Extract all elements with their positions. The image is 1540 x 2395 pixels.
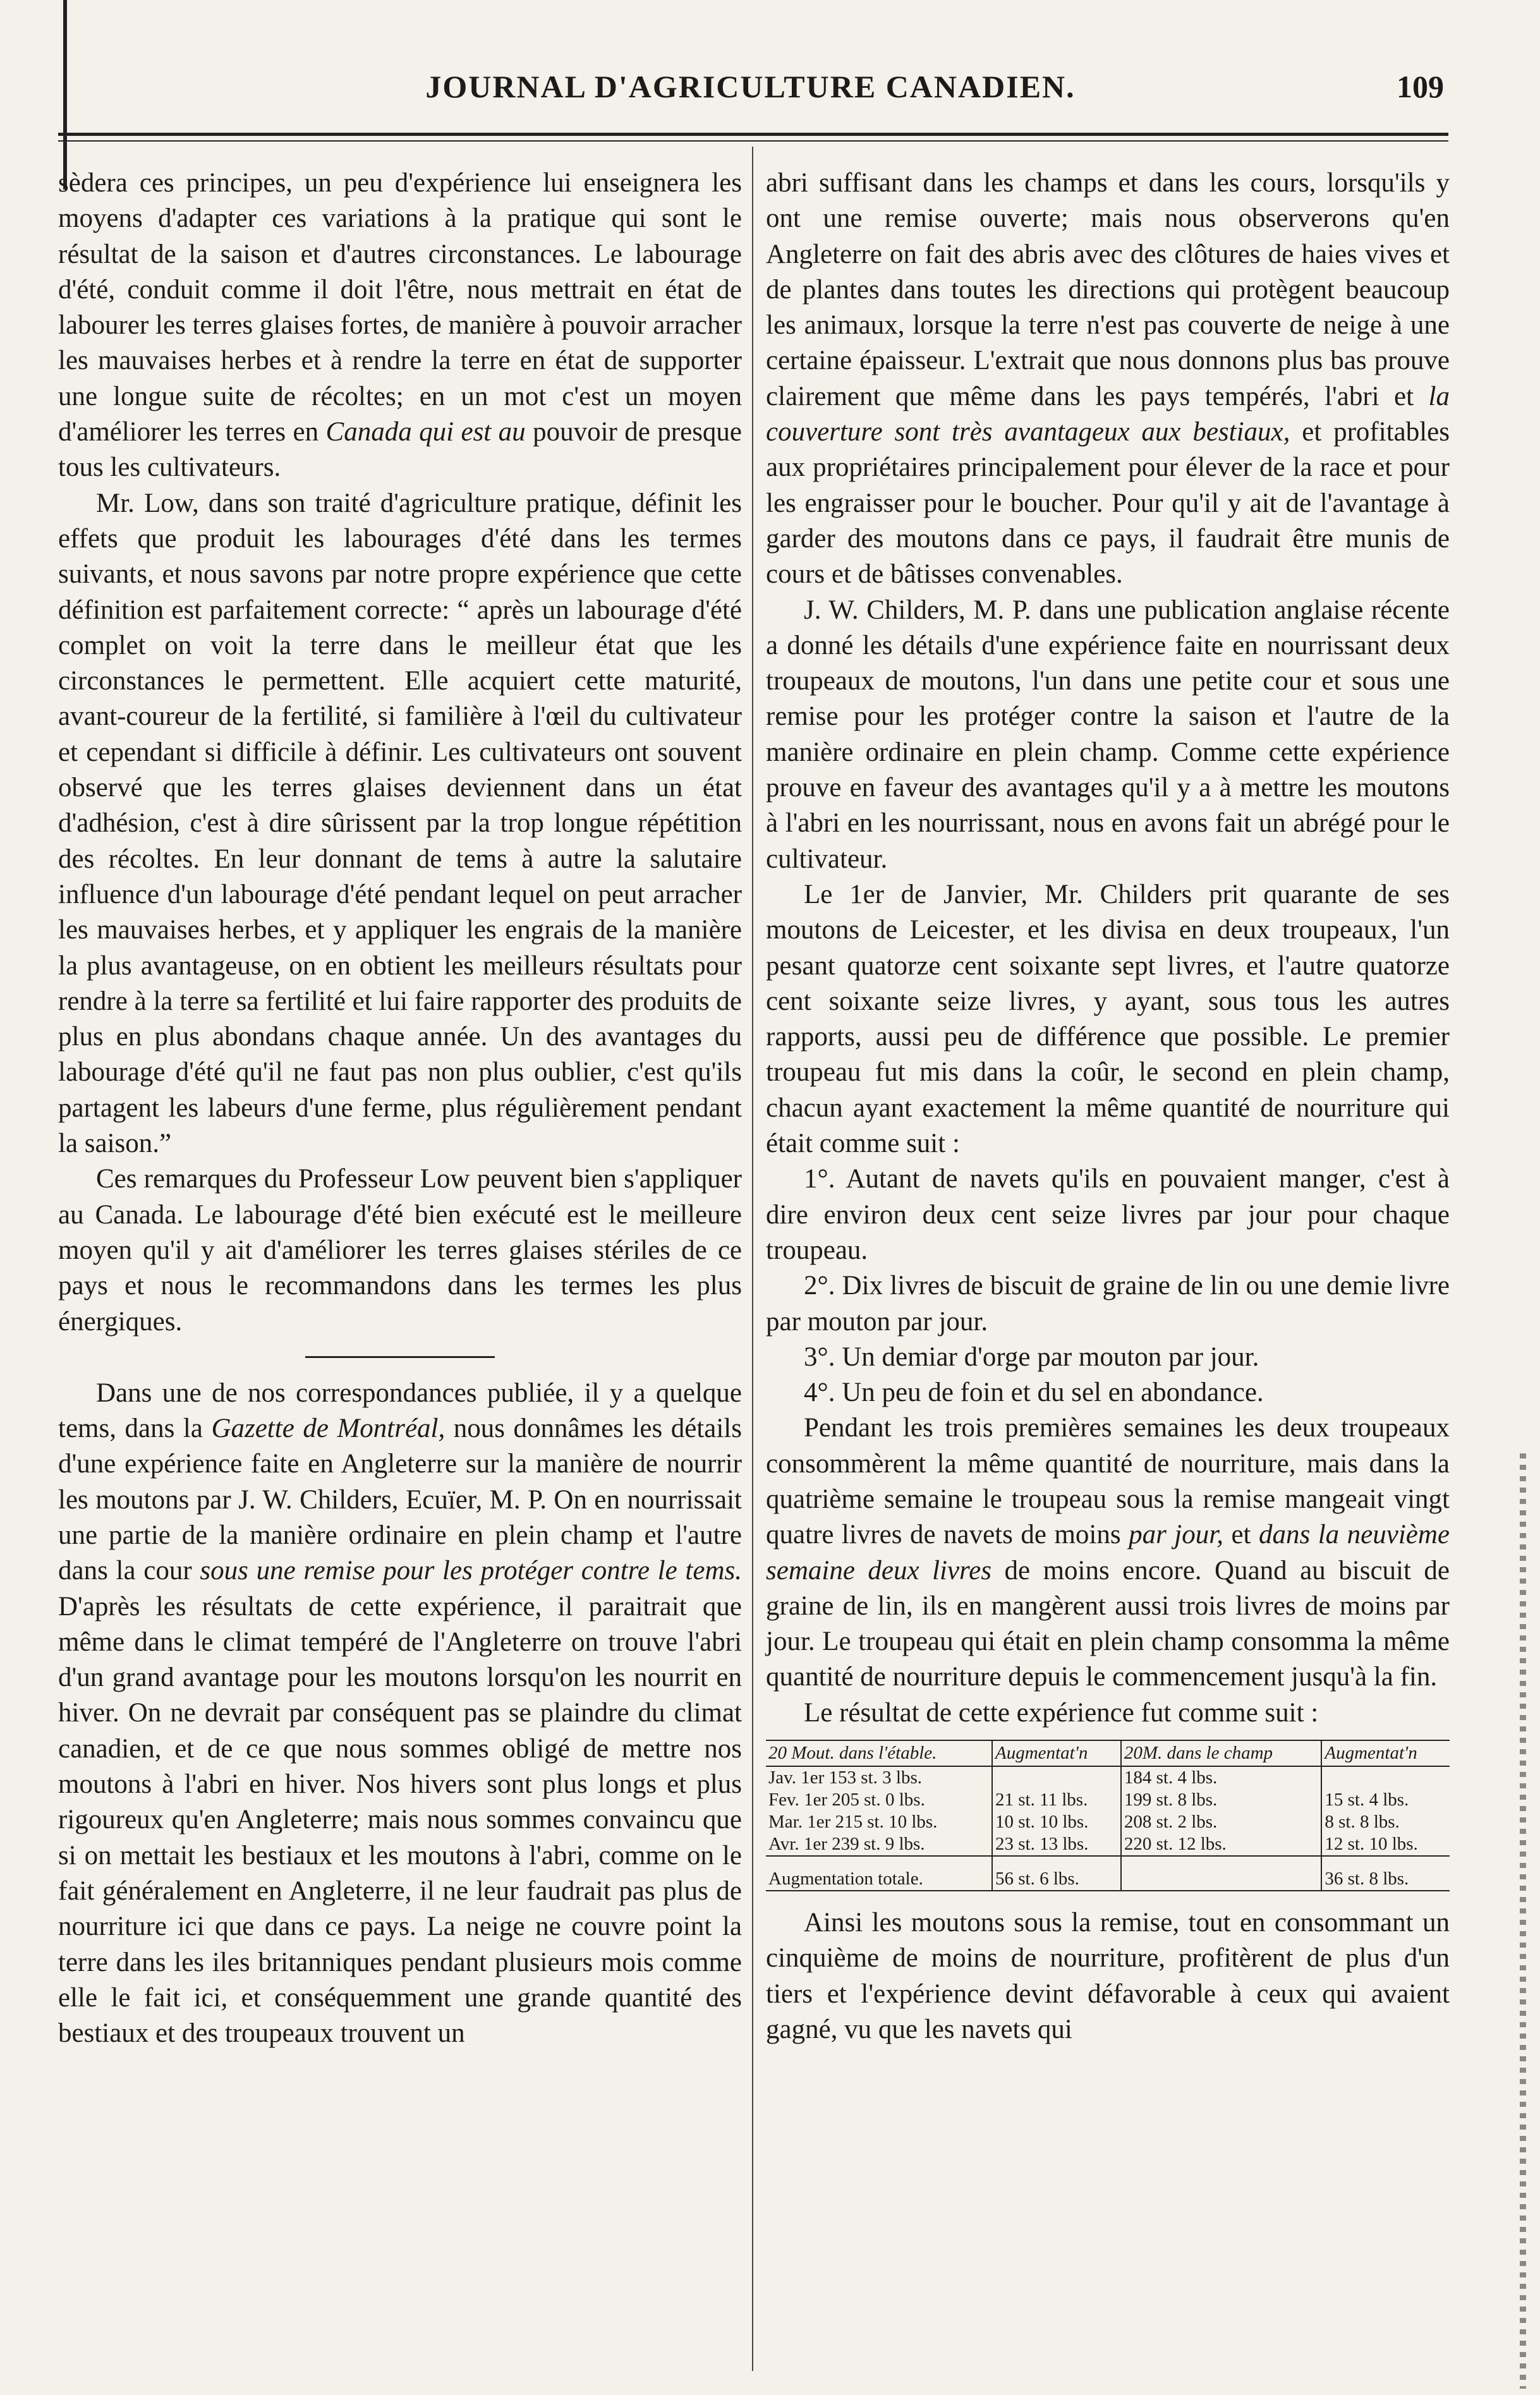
table-cell: Jav. 1er 153 st. 3 lbs. (768, 1767, 922, 1788)
paragraph-text: pouvoir de presque tous les cultivateurs. (58, 417, 743, 483)
table-cell: 10 st. 10 lbs. (992, 1811, 1121, 1833)
table-cell: Augmentation totale. (766, 1856, 992, 1891)
table-cell: 21 st. 11 lbs. (992, 1789, 1121, 1811)
table-cell: 184 st. 4 lbs. (1121, 1766, 1322, 1789)
paragraph: Ainsi les moutons sous la remise, tout en consommant un cinquième de moins de nourriture, profitèrent de plus d'un tiers et l'expérience devint défavorable à ceux qui avaient gagné, vu que les navets qui (766, 1908, 1450, 2044)
table-cell: 56 st. 6 lbs. (992, 1856, 1121, 1891)
paragraph: Le résultat de cette expérience fut comme suit : (804, 1697, 1319, 1728)
table-cell: 220 st. 12 lbs. (1121, 1833, 1322, 1856)
column-header: 20 Mout. dans l'étable. (766, 1740, 992, 1766)
column-header: Augmentat'n (1321, 1740, 1450, 1766)
table-total-row (766, 1856, 1450, 1891)
paragraph-text: sèdera ces principes, un peu d'expérience lui enseignera les moyens d'adapter ces variations à la pratique qui sont le résultat de la saison et d'autres circonstances. Le labourage d'été, conduit comme il doit l'être, nous mettrait en état de labourer les terres glaises fortes, de manière à pouvoir arracher les mauvaises herbes et à rendre la terre en état de supporter une longue suite de récoltes; en un mot c'est un moyen d'améliorer les terres en (58, 168, 742, 447)
header-rule-thin (58, 140, 1448, 142)
page-header (57, 68, 1444, 119)
emphasis-text: dans la neuvième semaine deux livres (766, 1520, 1450, 1586)
table-cell: 208 st. 2 lbs. (1121, 1811, 1322, 1833)
paragraph (766, 1410, 1450, 1695)
paragraph-text: Pendant les trois premières semaines les deux troupeaux consommèrent la même quantité de nourriture, mais dans la quatrième semaine le troupeau sous la remise mangeait vingt quatre livres de navets de moins (766, 1413, 1450, 1550)
table-cell: Fev. 1er 205 st. 0 lbs. (768, 1790, 925, 1810)
column-header: Augmentat'n (992, 1740, 1121, 1766)
results-table (766, 1740, 1450, 1891)
emphasis-text: la couverture sont très avantageux aux bestiaux, (766, 381, 1450, 447)
list-item: 2°. Dix livres de biscuit de graine de lin ou une demie livre par mouton par jour. (766, 1271, 1450, 1337)
table-row (766, 1789, 1450, 1811)
paragraph (58, 1376, 742, 2052)
table-cell (1121, 1856, 1322, 1891)
table-cell: 199 st. 8 lbs. (1121, 1789, 1322, 1811)
paragraph: J. W. Childers, M. P. dans une publication anglaise récente a donné les détails d'une expérience faite en nourrissant deux troupeaux de moutons, l'un dans une petite cour et sous une remise pour les protéger contre la saison et l'autre de la manière ordinaire en plein champ. Comme cette expérience prouve en faveur des avantages qu'il y a à mettre les moutons à l'abri en les nourrissant, nous en avons fait un abrégé pour le cultivateur. (766, 595, 1450, 874)
emphasis-text: Canada qui est au (325, 417, 526, 447)
paragraph: Mr. Low, dans son traité d'agriculture pratique, définit les effets que produit les labourages d'été dans les termes suivants, et nous savons par notre propre expérience que cette définition est parfaitement correcte: “ après un labourage d'été complet on voit la terre dans le meilleur état que les circonstances le permettent. Elle acquiert cette maturité, avant-coureur de la fertilité, si familière à l'œil du cultivateur et cependant si difficile à définir. Les cultivateurs ont souvent observé que les terres glaises deviennent dans un état d'adhésion, c'est à dire sûrissent par la trop longue répétition des récoltes. En leur donnant de tems à autre la salutaire influence d'un labourage d'été pendant lequel on peut arracher les mauvaises herbes, et y appliquer les engrais de la manière la plus avantageuse, on en obtient les meilleurs résultats pour rendre à la terre sa fertilité et lui faire rapporter des produits de plus en plus abondans chaque année. Un des avantages du labourage d'été qu'il ne faut pas non plus oublier, c'est qu'ils partagent les labeurs d'une ferme, plus régulièrement pendant la saison.” (58, 488, 742, 1159)
page-number: 109 (1397, 69, 1444, 104)
table-header-row (766, 1740, 1450, 1766)
emphasis-text: Gazette de Montréal, (211, 1414, 446, 1444)
table-row (766, 1811, 1450, 1833)
paragraph: Le 1er de Janvier, Mr. Childers prit quarante de ses moutons de Leicester, et les divisa en deux troupeaux, l'un pesant quatorze cent soixante sept livres, et l'autre quatorze cent soixante seize livres, y ayant, sous tous les autres rapports, aussi peu de différence que possible. Le premier troupeau fut mis dans la coûr, le second en plein champ, chacun ayant exactement la même quantité de nourriture qui était comme suit : (766, 879, 1450, 1159)
paragraph-text: de moins encore. Quand au biscuit de graine de lin, ils en mangèrent aussi trois livres de moins par jour. Le troupeau qui était en plein champ consomma la même quantité de nourriture depuis le commencement jusqu'à la fin. (766, 1555, 1450, 1692)
table-cell: 12 st. 10 lbs. (1321, 1833, 1450, 1856)
list-item: 4°. Un peu de foin et du sel en abondance. (804, 1378, 1264, 1408)
emphasis-text: par jour, (1129, 1520, 1223, 1550)
paragraph (58, 166, 742, 486)
table-cell: 8 st. 8 lbs. (1321, 1811, 1450, 1833)
table-cell: 36 st. 8 lbs. (1321, 1856, 1450, 1891)
list-item: 3°. Un demiar d'orge par mouton par jour. (804, 1342, 1259, 1372)
journal-title: JOURNAL D'AGRICULTURE CANADIEN. (425, 69, 1076, 104)
paragraph-text: nous donnâmes les détails d'une expérience faite en Angleterre sur la manière de nourrir les moutons par J. W. Childers, Ecuïer, M. P. On en nourrissait une partie de la manière ordinaire en plein champ et l'autre dans la cour (58, 1414, 742, 1586)
table-cell: Avr. 1er 239 st. 9 lbs. (768, 1834, 925, 1855)
paragraph-text: abri suffisant dans les champs et dans les cours, lorsqu'ils y ont une remise ouverte; mais nous observerons qu'en Angleterre on fait des abris avec des clôtures de haies vives et de plantes dans toutes les directions qui protègent beaucoup les animaux, lorsque la terre n'est pas couverte de neige à une certaine épaisseur. L'extrait que nous donnons plus bas prouve clairement que même dans les pays tempérés, l'abri et (766, 168, 1450, 411)
left-column (58, 166, 742, 2051)
table-row (766, 1833, 1450, 1856)
table-cell: 23 st. 13 lbs. (992, 1833, 1121, 1856)
table-cell: 15 st. 4 lbs. (1321, 1789, 1450, 1811)
column-divider (752, 147, 753, 2371)
paragraph: Ces remarques du Professeur Low peuvent bien s'appliquer au Canada. Le labourage d'été bien exécuté est le meilleure moyen qu'il y ait d'améliorer les terres glaises stériles de ce pays et nous le recommandons dans les termes les plus énergiques. (58, 1164, 742, 1337)
header-rule (58, 133, 1448, 136)
paragraph-text: et (1231, 1520, 1251, 1550)
section-separator (305, 1356, 495, 1358)
paragraph-text: Dans une de nos correspondances publiée, il y a quelque tems, dans la (58, 1378, 742, 1444)
page-edge-marks (1520, 1453, 1526, 2389)
paragraph (766, 166, 1450, 593)
list-item: 1°. Autant de navets qu'ils en pouvaient manger, c'est à dire environ deux cent seize livres par jour pour chaque troupeau. (766, 1164, 1450, 1265)
column-header: 20M. dans le champ (1121, 1740, 1322, 1766)
table-cell (1321, 1766, 1450, 1789)
paragraph-text: et profitables aux propriétaires principalement pour élever de la race et pour les engraisser pour le boucher. Pour qu'il y ait de l'avantage à garder des moutons dans ce pays, il faudrait être munis de cours et de bâtisses convenables. (766, 417, 1450, 590)
table-cell: Mar. 1er 215 st. 10 lbs. (768, 1812, 938, 1833)
right-column (766, 166, 1450, 2047)
paragraph-text: D'après les résultats de cette expérience, il paraitrait que même dans le climat tempéré de l'Angleterre on trouve l'abri d'un grand avantage pour les moutons lorsqu'on les nourrit en hiver. On ne devrait par conséquent pas se plaindre du climat canadien, et de ce que nous sommes obligé de mettre nos moutons à l'abri en hiver. Nos hivers sont plus longs et plus rigoureux qu'en Angleterre; mais nous sommes convaincu que si on mettait les bestiaux et les moutons à l'abri, comme on le fait généralement en Angleterre, il ne leur faudrait pas plus de nourriture ici que dans ce pays. La neige ne couvre point la terre dans les iles britanniques pendant plusieurs mois comme elle le fait ici, et conséquemment une grande quantité des bestiaux et des troupeaux trouvent un (58, 1591, 742, 2049)
table-cell (992, 1766, 1121, 1789)
emphasis-text: sous une remise pour les protéger contre le tems. (200, 1556, 742, 1586)
table-row (766, 1766, 1450, 1789)
